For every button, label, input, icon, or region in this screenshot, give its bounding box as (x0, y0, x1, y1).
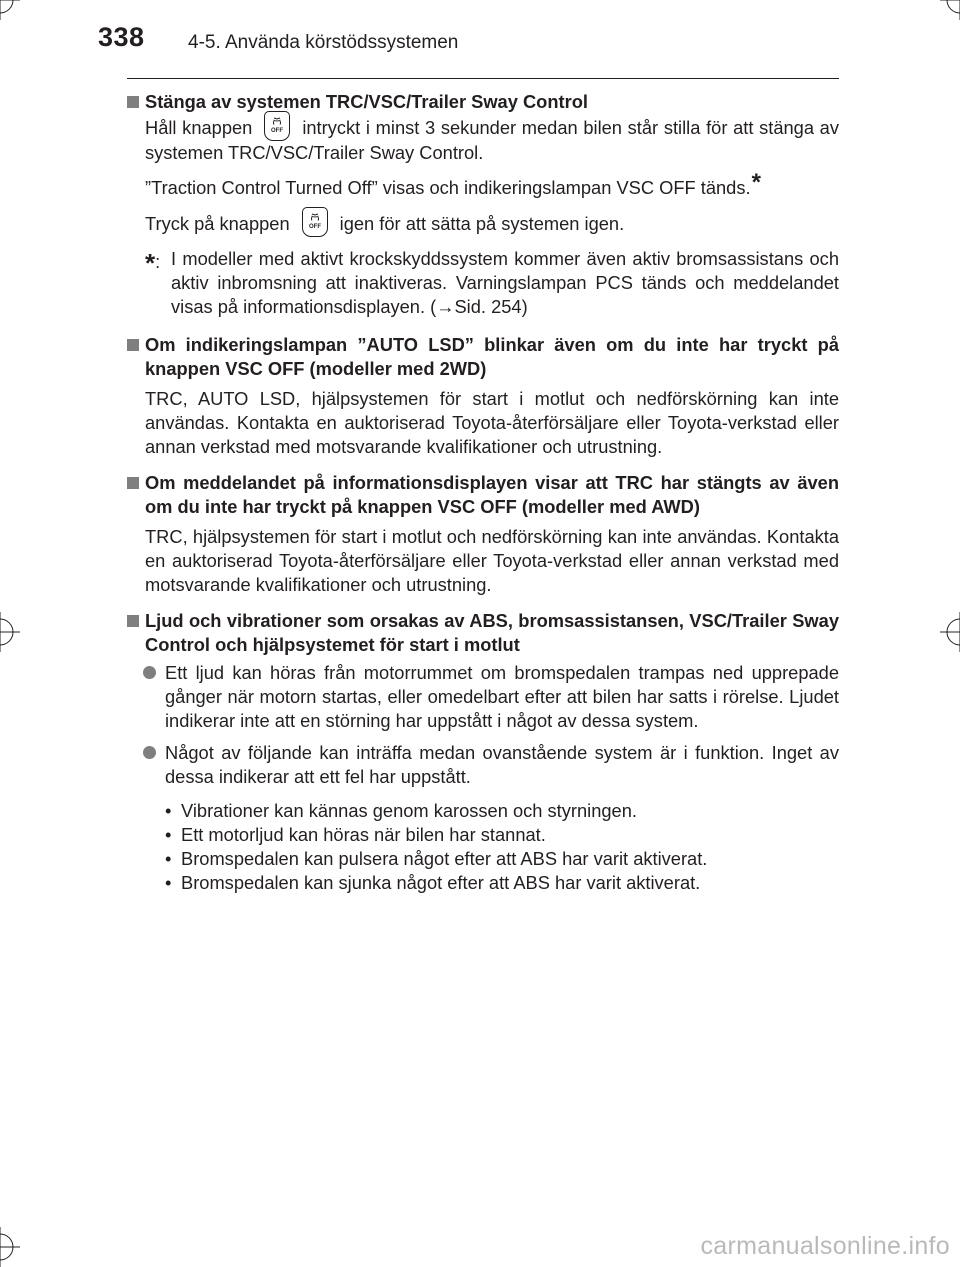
header-rule (127, 78, 839, 79)
square-bullet-icon (127, 615, 139, 627)
section-heading: Om indikeringslampan ”AUTO LSD” blinkar även om du inte har tryckt på knappen VSC OFF (modeller med 2WD) (127, 333, 839, 381)
circle-bullet-icon (143, 746, 156, 759)
crop-mark-mid-left-icon (0, 612, 20, 652)
paragraph: TRC, AUTO LSD, hjälpsystemen för start i motlut och nedförskörning kan inte användas. Kontakta en auktoriserad Toyota-återförsäljare eller Toyota-verkstad eller annan verkstad med motsvarande kvalifikationer och utrustning. (145, 388, 839, 458)
section-heading: Om meddelandet på informationsdisplayen visar att TRC har stängts av även om du inte har tryckt på knappen VSC OFF (modeller med AWD) (127, 471, 839, 519)
section-title: 4-5. Använda körstödssystemen (188, 32, 459, 53)
paragraph: Håll knappen OFF intryckt i minst 3 sekunder medan bilen står stilla för att stänga av systemen TRC/VSC/Trailer Sway Control. (127, 116, 839, 165)
svg-text:OFF: OFF (271, 128, 284, 135)
crop-mark-top-right-icon (940, 0, 960, 20)
crop-mark-mid-right-icon (940, 612, 960, 652)
sub-list-item: • Vibrationer kan kännas genom karossen och styrningen. (165, 800, 637, 822)
crop-mark-top-left-icon (0, 0, 20, 20)
paragraph: Tryck på knappen OFF igen för att sätta på systemen igen. (127, 212, 839, 237)
watermark-text[interactable]: carmanualsonline.info (700, 1232, 950, 1260)
vsc-off-button-icon (264, 111, 290, 141)
footnote: *: I modeller med aktivt krockskyddssystem kommer även aktiv bromsassistans och aktiv inbromsning att inaktiveras. Varningslampan PCS tänds och meddelandet visas på informationsdisplayen. (→Sid. 254) (145, 248, 839, 318)
vsc-off-button-icon (302, 207, 328, 237)
paragraph: ”Traction Control Turned Off” visas och indikeringslampan VSC OFF tänds.* (145, 169, 761, 199)
page-content (127, 90, 839, 895)
section-heading: Ljud och vibrationer som orsakas av ABS, bromsassistansen, VSC/Trailer Sway Control och hjälpsystemet för start i motlut (127, 609, 839, 657)
paragraph: TRC, hjälpsystemen för start i motlut och nedförskörning kan inte användas. Kontakta en auktoriserad Toyota-återförsäljare eller Toyota-verkstad eller annan verkstad med motsvarande kvalifikationer och utrustning. (145, 526, 839, 596)
section-heading: Stänga av systemen TRC/VSC/Trailer Sway Control (127, 90, 839, 114)
square-bullet-icon (127, 339, 139, 351)
circle-bullet-icon (143, 666, 156, 679)
sub-list-item: • Bromspedalen kan pulsera något efter att ABS har varit aktiverat. (165, 848, 708, 870)
square-bullet-icon (127, 477, 139, 489)
svg-text:OFF: OFF (308, 224, 321, 231)
list-item: Något av följande kan inträffa medan ovanstående system är i funktion. Inget av dessa indikerar att ett fel har uppstått. (127, 741, 839, 789)
square-bullet-icon (127, 96, 139, 108)
footnote-label: *: (145, 248, 161, 279)
footnote-marker: * (751, 169, 761, 197)
sub-list-item: • Ett motorljud kan höras när bilen har stannat. (165, 824, 546, 846)
crop-mark-bottom-left-icon (0, 1227, 20, 1267)
sub-list-item: • Bromspedalen kan sjunka något efter att ABS har varit aktiverat. (165, 872, 701, 894)
sub-list (127, 799, 839, 895)
page-number: 338 (98, 22, 145, 52)
list-item: Ett ljud kan höras från motorrummet om bromspedalen trampas ned upprepade gånger när motorn startas, eller omedelbart efter att bilen har satts i rörelse. Ljudet indikerar inte att en störning har uppstått i något av dessa system. (127, 661, 839, 733)
